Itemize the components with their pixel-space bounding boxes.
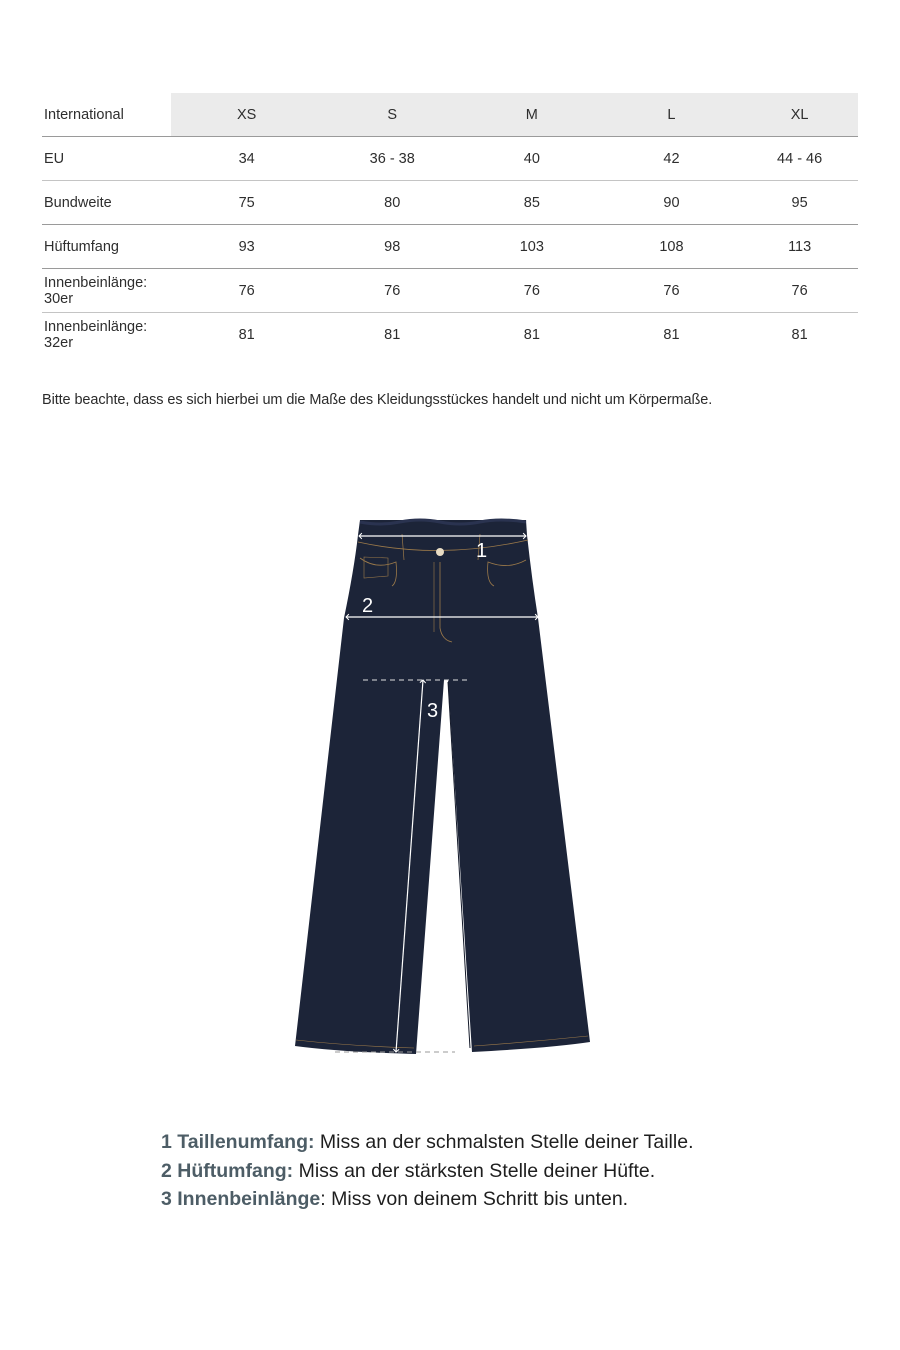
cell: 40 — [523, 150, 540, 167]
legend-text: : Miss von deinem Schritt bis unten. — [320, 1188, 629, 1210]
cell: 76 — [523, 282, 540, 299]
header-size-m: M — [462, 93, 602, 137]
cell: 113 — [788, 238, 812, 255]
cell: 98 — [384, 238, 401, 255]
cell: 95 — [791, 194, 808, 211]
table-row — [42, 181, 858, 225]
legend-item-hip — [161, 1157, 693, 1186]
cell: 75 — [238, 194, 255, 211]
row-label: Hüftumfang — [44, 238, 119, 255]
header-size-l: L — [602, 93, 742, 137]
header-label: International — [42, 93, 171, 137]
header-size-s: S — [322, 93, 462, 137]
row-label: Innenbeinlänge: 32er — [44, 318, 148, 351]
garment-measurement-note: Bitte beachte, dass es sich hierbei um die Maße des Kleidungsstückes handelt und nicht um Körpermaße. — [42, 392, 713, 408]
legend-key: 1 Taillenumfang: — [161, 1131, 315, 1153]
header-size-xl: XL — [741, 93, 858, 137]
cell: 76 — [663, 282, 680, 299]
legend-text: Miss an der schmalsten Stelle deiner Taille. — [314, 1131, 694, 1153]
marker-2: 2 — [362, 595, 374, 617]
cell: 76 — [791, 282, 808, 299]
table-row — [42, 225, 858, 269]
size-chart-table — [42, 93, 858, 356]
marker-3: 3 — [427, 700, 439, 722]
jeans-measurement-illustration — [280, 500, 620, 1080]
cell: 103 — [519, 238, 544, 255]
jeans-icon — [280, 500, 620, 1080]
cell: 42 — [663, 150, 680, 167]
cell: 34 — [238, 150, 255, 167]
row-label: EU — [44, 150, 65, 167]
legend-item-waist — [161, 1128, 693, 1157]
cell: 80 — [384, 194, 401, 211]
legend-key: 2 Hüftumfang: — [161, 1159, 294, 1182]
cell: 44 - 46 — [777, 150, 823, 167]
table-row — [42, 137, 858, 181]
cell: 81 — [523, 326, 540, 343]
marker-1: 1 — [476, 540, 488, 562]
cell: 76 — [384, 282, 401, 299]
row-label: Bundweite — [44, 194, 112, 211]
measurement-legend — [161, 1128, 693, 1214]
cell: 81 — [238, 326, 255, 343]
cell: 81 — [663, 326, 680, 343]
legend-text: Miss an der stärksten Stelle deiner Hüfte. — [293, 1159, 656, 1182]
cell: 90 — [663, 194, 680, 211]
cell: 76 — [238, 282, 255, 299]
header-size-xs: XS — [171, 93, 323, 137]
cell: 93 — [238, 238, 255, 255]
table-header-row — [42, 93, 858, 137]
cell: 81 — [791, 326, 808, 343]
cell: 108 — [659, 238, 684, 255]
legend-key: 3 Innenbeinlänge — [161, 1188, 321, 1210]
cell: 85 — [523, 194, 540, 211]
cell: 36 - 38 — [369, 150, 415, 167]
cell: 81 — [384, 326, 401, 343]
table-row — [42, 313, 858, 357]
row-label: Innenbeinlänge: 30er — [44, 274, 148, 307]
table-row — [42, 269, 858, 313]
legend-item-inseam — [161, 1185, 693, 1214]
